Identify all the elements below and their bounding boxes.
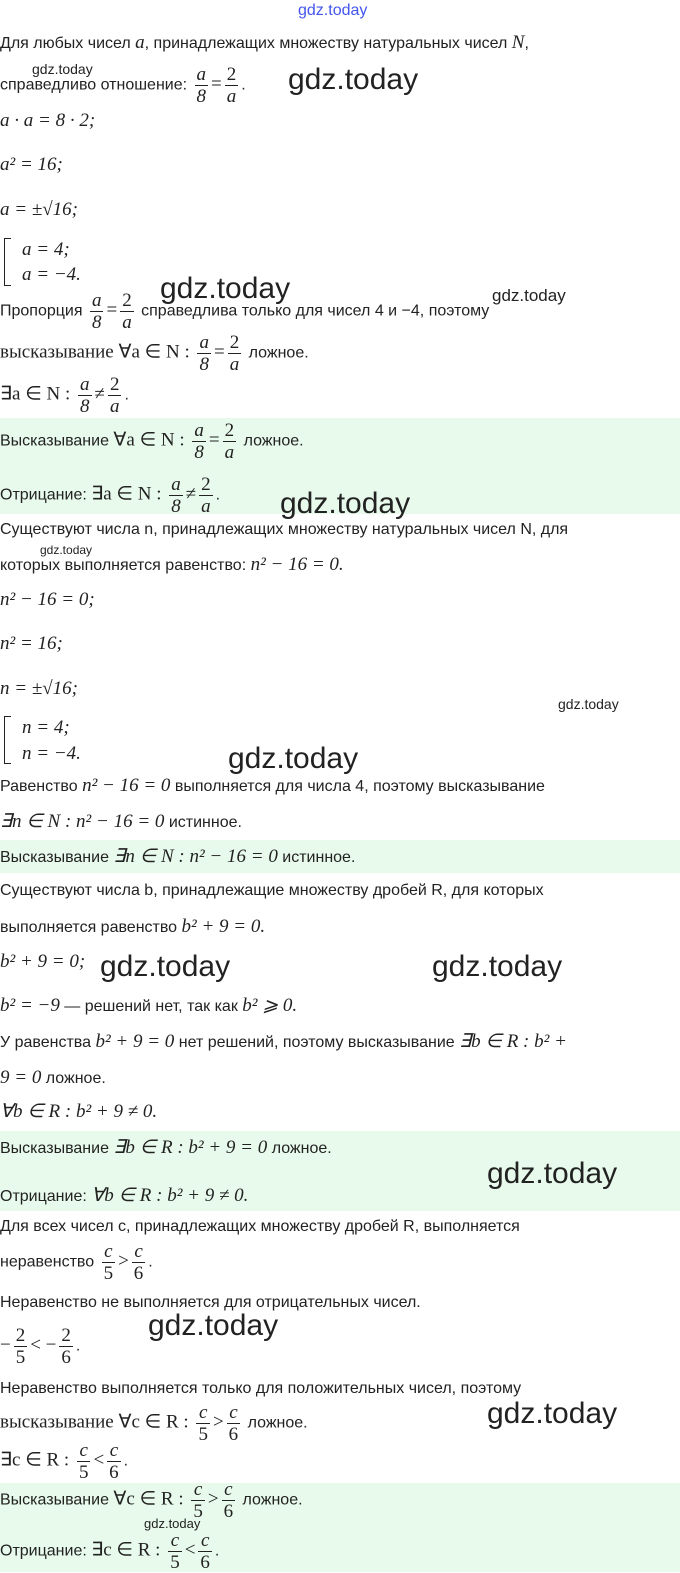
text-fragment: выполняется для числа 4, поэтому высказывание: [170, 778, 545, 795]
math-line: n = −4.: [22, 743, 81, 764]
watermark: gdz.today: [288, 63, 419, 96]
text-fragment: нет решений, поэтому высказывание: [174, 1034, 460, 1051]
text-fragment: истинное.: [164, 814, 242, 831]
text-line: [0, 555, 344, 576]
text-line: ∃a ∈ N : $\frac{a}{8}$ ≠ $\frac{2}{a}$ .: [0, 374, 129, 417]
text-fragment: Для любых чисел: [0, 35, 136, 52]
math-fragment: b² ⩾ 0.: [242, 995, 298, 1016]
text-fragment: , принадлежащих множеству натуральных чисел: [144, 35, 512, 52]
watermark: gdz.today: [558, 696, 619, 712]
text-line: Неравенство не выполняется для отрицательных чисел.: [0, 1294, 421, 1311]
math-line: b² + 9 = 0;: [0, 951, 86, 972]
math-fragment: ∃c ∈ R :: [91, 1539, 166, 1561]
text-line: [0, 1032, 567, 1053]
math-line: ∀b ∈ R : b² + 9 ≠ 0.: [0, 1101, 158, 1122]
math-fragment: b² = −9: [0, 995, 60, 1016]
text-fragment: — решений нет, так как: [59, 998, 243, 1015]
watermark: gdz.today: [148, 1309, 279, 1342]
text-line: Для всех чисел c, принадлежащих множеству дробей R, выполняется: [0, 1218, 520, 1235]
math-fragment: n² − 16 = 0: [82, 775, 171, 796]
text-fragment: Высказывание: [0, 1140, 114, 1157]
text-fragment: ложное.: [41, 1070, 106, 1087]
text-line: [0, 776, 545, 797]
math-fragment: ∃n ∈ N : n² − 16 = 0: [113, 846, 278, 867]
highlight-line: Высказывание ∀c ∈ R : $\frac{c}{5}$ > $\frac{c}{6}$ ложное.: [0, 1479, 303, 1522]
math-fragment: 9 = 0: [0, 1067, 42, 1088]
text-line: [0, 812, 242, 833]
watermark: gdz.today: [32, 61, 93, 77]
highlight-line: Отрицание: ∃a ∈ N : $\frac{a}{8}$ ≠ $\frac{2}{a}$ .: [0, 474, 221, 517]
math-line: a = −4.: [22, 264, 81, 285]
text-line: [0, 996, 297, 1017]
math-line: a = 4;: [22, 239, 70, 260]
math-line: n² = 16;: [0, 633, 63, 654]
text-fragment: которых выполняется равенство:: [0, 557, 251, 574]
watermark: gdz.today: [144, 1516, 201, 1531]
text-line: [0, 1068, 106, 1089]
watermark: gdz.today: [160, 272, 291, 305]
text-fragment: неравенство: [0, 1253, 99, 1271]
math-line: a · a = 8 · 2;: [0, 110, 96, 131]
header-watermark: gdz.today: [298, 2, 368, 19]
text-fragment: ложное.: [243, 1414, 308, 1432]
text-line: справедливо отношение: $\frac{a}{8}$ = $\frac{2}{a}$ .: [0, 64, 246, 107]
text-fragment: Высказывание: [0, 432, 114, 450]
math-fragment: высказывание ∀c ∈ R :: [0, 1411, 194, 1433]
highlight-line: [0, 1186, 248, 1207]
math-fragment: ∃c ∈ R :: [0, 1449, 74, 1471]
math-fragment: ∀c ∈ R :: [113, 1488, 189, 1510]
math-line: n = 4;: [22, 717, 70, 738]
math-fragment: n² − 16 = 0.: [250, 554, 344, 575]
text-fragment: справедлива только для чисел 4 и −4, поэтому: [136, 302, 490, 320]
highlight-line: Отрицание: ∃c ∈ R : $\frac{c}{5}$ < $\frac{c}{6}$ .: [0, 1530, 220, 1573]
math-line: ∃c ∈ R : $\frac{c}{5}$ < $\frac{c}{6}$ .: [0, 1440, 129, 1483]
text-fragment: Пропорция: [0, 302, 87, 320]
text-fragment: выполняется равенство: [0, 919, 182, 936]
math-fragment: ∀b ∈ R : b² + 9 ≠ 0.: [91, 1185, 249, 1206]
watermark: gdz.today: [228, 742, 359, 775]
text-fragment: Высказывание: [0, 1491, 114, 1509]
text-line: высказывание ∀a ∈ N : $\frac{a}{8}$ = $\frac{2}{a}$ ложное.: [0, 332, 309, 375]
math-fragment: b² + 9 = 0.: [181, 916, 266, 937]
watermark: gdz.today: [487, 1157, 618, 1190]
watermark: gdz.today: [40, 543, 93, 557]
text-line: неравенство $\frac{c}{5}$ > $\frac{c}{6}$ .: [0, 1241, 153, 1284]
text-line: Неравенство выполняется только для положительных чисел, поэтому: [0, 1380, 522, 1397]
text-fragment: Отрицание:: [0, 1188, 92, 1205]
text-fragment: Отрицание:: [0, 486, 92, 504]
text-fragment: ложное.: [244, 344, 309, 362]
text-fragment: Равенство: [0, 778, 83, 795]
math-fragment: ∃n ∈ N : n² − 16 = 0: [0, 811, 165, 832]
text-line: Для любых чисел a, принадлежащих множеству натуральных чисел N,: [0, 32, 529, 53]
text-line: Существуют числа b, принадлежащие множеству дробей R, для которых: [0, 882, 544, 899]
watermark: gdz.today: [100, 950, 231, 983]
text-line: [0, 917, 265, 938]
math-fragment: ∃a ∈ N :: [91, 483, 167, 505]
math-line: n = ±√16;: [0, 678, 79, 699]
watermark: gdz.today: [432, 950, 563, 983]
watermark: gdz.today: [280, 487, 411, 520]
math-fragment: b² + 9 = 0: [95, 1031, 175, 1052]
system-brace: [4, 716, 11, 764]
highlight-line: [0, 1138, 332, 1159]
highlight-line: Высказывание ∀a ∈ N : $\frac{a}{8}$ = $\frac{2}{a}$ ложное.: [0, 420, 304, 463]
math-line: a = ±√16;: [0, 199, 79, 220]
text-fragment: справедливо отношение:: [0, 76, 192, 94]
math-fragment: высказывание ∀a ∈ N :: [0, 341, 195, 363]
math-line: a² = 16;: [0, 154, 63, 175]
text-fragment: Отрицание:: [0, 1542, 92, 1560]
watermark: gdz.today: [492, 286, 566, 305]
text-fragment: истинное.: [277, 849, 356, 866]
math-fragment: ∃b ∈ R : b² +: [459, 1031, 567, 1052]
text-fragment: ложное.: [267, 1140, 332, 1157]
text-fragment: ложное.: [238, 1491, 303, 1509]
text-line: Пропорция $\frac{a}{8}$ = $\frac{2}{a}$ справедлива только для чисел 4 и −4, поэтому: [0, 290, 490, 333]
math-line: n² − 16 = 0;: [0, 589, 95, 610]
text-fragment: ложное.: [239, 432, 304, 450]
math-fragment: ∀a ∈ N :: [113, 429, 190, 451]
text-line: Существуют числа n, принадлежащих множеству натуральных чисел N, для: [0, 521, 569, 538]
system-brace: [4, 238, 11, 286]
math-fragment: ∃b ∈ R : b² + 9 = 0: [113, 1137, 268, 1158]
text-line: высказывание ∀c ∈ R : $\frac{c}{5}$ > $\frac{c}{6}$ ложное.: [0, 1402, 308, 1445]
watermark: gdz.today: [487, 1397, 618, 1430]
text-fragment: Высказывание: [0, 849, 114, 866]
text-fragment: У равенства: [0, 1034, 96, 1051]
math-line: − $\frac{2}{5}$ < − $\frac{2}{6}$ .: [0, 1325, 81, 1368]
highlight-line: [0, 847, 355, 868]
math-fragment: ∃a ∈ N :: [0, 383, 75, 405]
